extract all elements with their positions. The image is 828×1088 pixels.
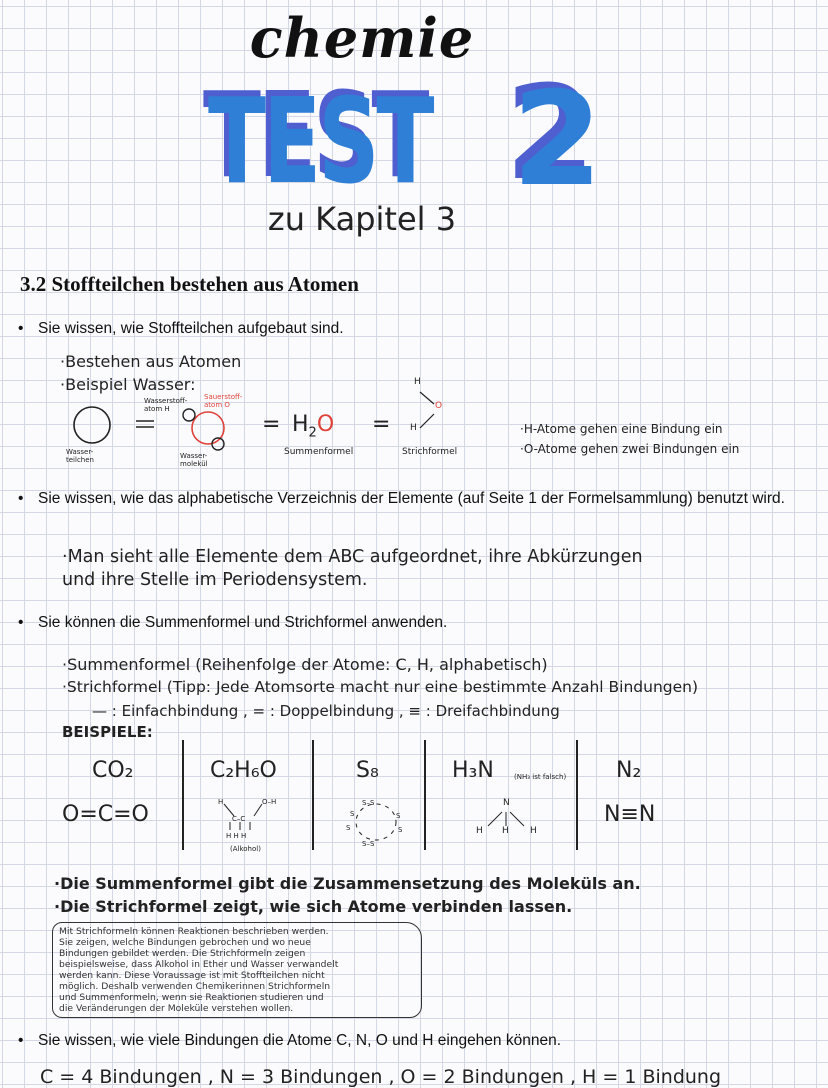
bullet-marker: • — [18, 614, 24, 631]
example-n2-formula: N₂ — [616, 758, 642, 783]
note-h-bonds: ·H-Atome gehen eine Bindung ein — [520, 422, 723, 436]
label-strichformel: Strichformel — [402, 447, 458, 457]
box-line: Bindungen gebildet werden. Die Strichformeln zeigen — [59, 948, 306, 959]
note-line: ·Die Summenformel gibt die Zusammensetzung des Moleküls an. — [54, 874, 641, 893]
ethanol-atom: O–H — [262, 798, 277, 806]
divider — [576, 740, 578, 850]
box-line: beispielsweise, dass Alkohol in Ether und Wasser verwandelt — [59, 959, 339, 970]
ammonia-atom: H — [502, 826, 509, 836]
box-line: Mit Strichformeln können Reaktionen beschrieben werden. — [59, 926, 329, 937]
test-number: 2 — [512, 63, 603, 215]
label-wasserteilchen: Wasser- teilchen — [66, 448, 94, 464]
bullet-item — [18, 1030, 798, 1051]
divider — [312, 740, 314, 850]
example-co2-formula: CO₂ — [92, 758, 134, 783]
struct-o: O — [435, 401, 443, 411]
bullet-marker: • — [18, 320, 24, 337]
struct-h: H — [410, 423, 417, 433]
ethanol-atom: C–C — [232, 815, 246, 823]
struct-h: H — [414, 377, 421, 387]
test-word: TEST — [208, 72, 432, 210]
beispiele-label: BEISPIELE: — [62, 723, 153, 741]
bullet-marker: • — [18, 490, 24, 507]
note-line: und ihre Stelle im Periodensystem. — [62, 570, 368, 590]
divider — [424, 740, 426, 850]
label-wassermolekuel: Wasser- molekül — [180, 452, 208, 468]
formula-subscript: 2 — [308, 425, 317, 441]
ring-atom: S — [350, 810, 355, 818]
box-line: werden kann. Diese Voraussage ist mit Stoffteilchen nicht — [59, 970, 325, 981]
bullet-text: Sie wissen, wie das alphabetische Verzeichnis der Elemente (auf Seite 1 der Formelsammlung) benutzt wird. — [38, 490, 785, 507]
ring-atom: S — [396, 812, 401, 820]
ammonia-atom: H — [530, 826, 537, 836]
bullet-text: Sie können die Summenformel und Strichformel anwenden. — [38, 614, 448, 631]
equals-sign: = — [262, 412, 281, 437]
note-line: ·Strichformel (Tipp: Jede Atomsorte macht nur eine bestimmte Anzahl Bindungen) — [62, 678, 699, 696]
bullet-text: Sie wissen, wie Stoffteilchen aufgebaut sind. — [38, 320, 344, 337]
bullet-item — [18, 612, 798, 633]
bullet-item — [18, 318, 798, 339]
note-line: ·Die Strichformel zeigt, wie sich Atome verbinden lassen. — [54, 897, 573, 916]
bullet-text: Sie wissen, wie viele Bindungen die Atome C, N, O und H eingehen können. — [38, 1032, 562, 1049]
bullet-marker: • — [18, 1032, 24, 1049]
subtitle: zu Kapitel 3 — [267, 200, 457, 238]
box-line: die Veränderungen der Moleküle verstehen wollen. — [59, 1003, 294, 1014]
note-line: C = 4 Bindungen , N = 3 Bindungen , O = 2 Bindungen , H = 1 Bindung — [40, 1066, 722, 1088]
note-line: — : Einfachbindung , = : Doppelbindung , ≡ : Dreifachbindung — [92, 702, 560, 720]
ethanol-atom: H — [218, 798, 224, 806]
box-line: Sie zeigen, welche Bindungen gebrochen und wo neue — [59, 937, 311, 948]
example-n2-structure: N≡N — [604, 802, 656, 827]
box-line: und Summenformeln, wenn sie Reaktionen studieren und — [59, 992, 324, 1003]
equals-sign: = — [372, 412, 391, 437]
note-line: ·Bestehen aus Atomen — [60, 352, 242, 371]
note-line: ·Beispiel Wasser: — [60, 375, 196, 394]
water-particle-circle — [74, 407, 110, 443]
formula-h: H — [292, 412, 309, 437]
ring-atom: S — [346, 824, 351, 832]
label-summenformel: Summenformel — [284, 447, 354, 457]
script-title: chemie — [249, 6, 475, 70]
reaction-note-box — [52, 922, 422, 1018]
box-line: möglich. Deshalb verwenden Chemikerinnen Strichformeln — [59, 981, 331, 992]
ring-atom: S–S — [362, 840, 375, 848]
note-o-bonds: ·O-Atome gehen zwei Bindungen ein — [520, 442, 740, 456]
s8-ring-drawing — [346, 796, 408, 848]
ammonia-atom: N — [503, 798, 510, 808]
example-nh3-formula: H₃N — [452, 758, 494, 783]
note-line: ·Man sieht alle Elemente dem ABC aufgeordnet, ihre Abkürzungen — [62, 547, 643, 567]
label-sauerstoffatom: Sauerstoff- atom O — [204, 393, 243, 409]
example-co2-structure: O=C=O — [62, 802, 149, 827]
nh3-note: (NH₃ ist falsch) — [514, 773, 567, 781]
divider — [182, 740, 184, 850]
example-s8-formula: S₈ — [356, 758, 379, 783]
bullet-item — [18, 488, 798, 509]
formula-o: O — [316, 412, 335, 437]
ammonia-atom: H — [476, 826, 483, 836]
ring-atom: S — [398, 826, 403, 834]
label-wasserstoffatom: Wasserstoff- atom H — [144, 397, 188, 413]
ethanol-note: (Alkohol) — [230, 845, 261, 853]
ethanol-atom: H H H — [226, 832, 247, 840]
water-formula — [292, 412, 334, 440]
note-line: ·Summenformel (Reihenfolge der Atome: C, H, alphabetisch) — [62, 655, 548, 674]
oxygen-atom-circle — [192, 412, 224, 444]
section-heading: 3.2 Stoffteilchen bestehen aus Atomen — [20, 272, 359, 296]
example-ethanol-formula: C₂H₆O — [210, 758, 277, 783]
ring-atom: S–S — [362, 799, 375, 807]
